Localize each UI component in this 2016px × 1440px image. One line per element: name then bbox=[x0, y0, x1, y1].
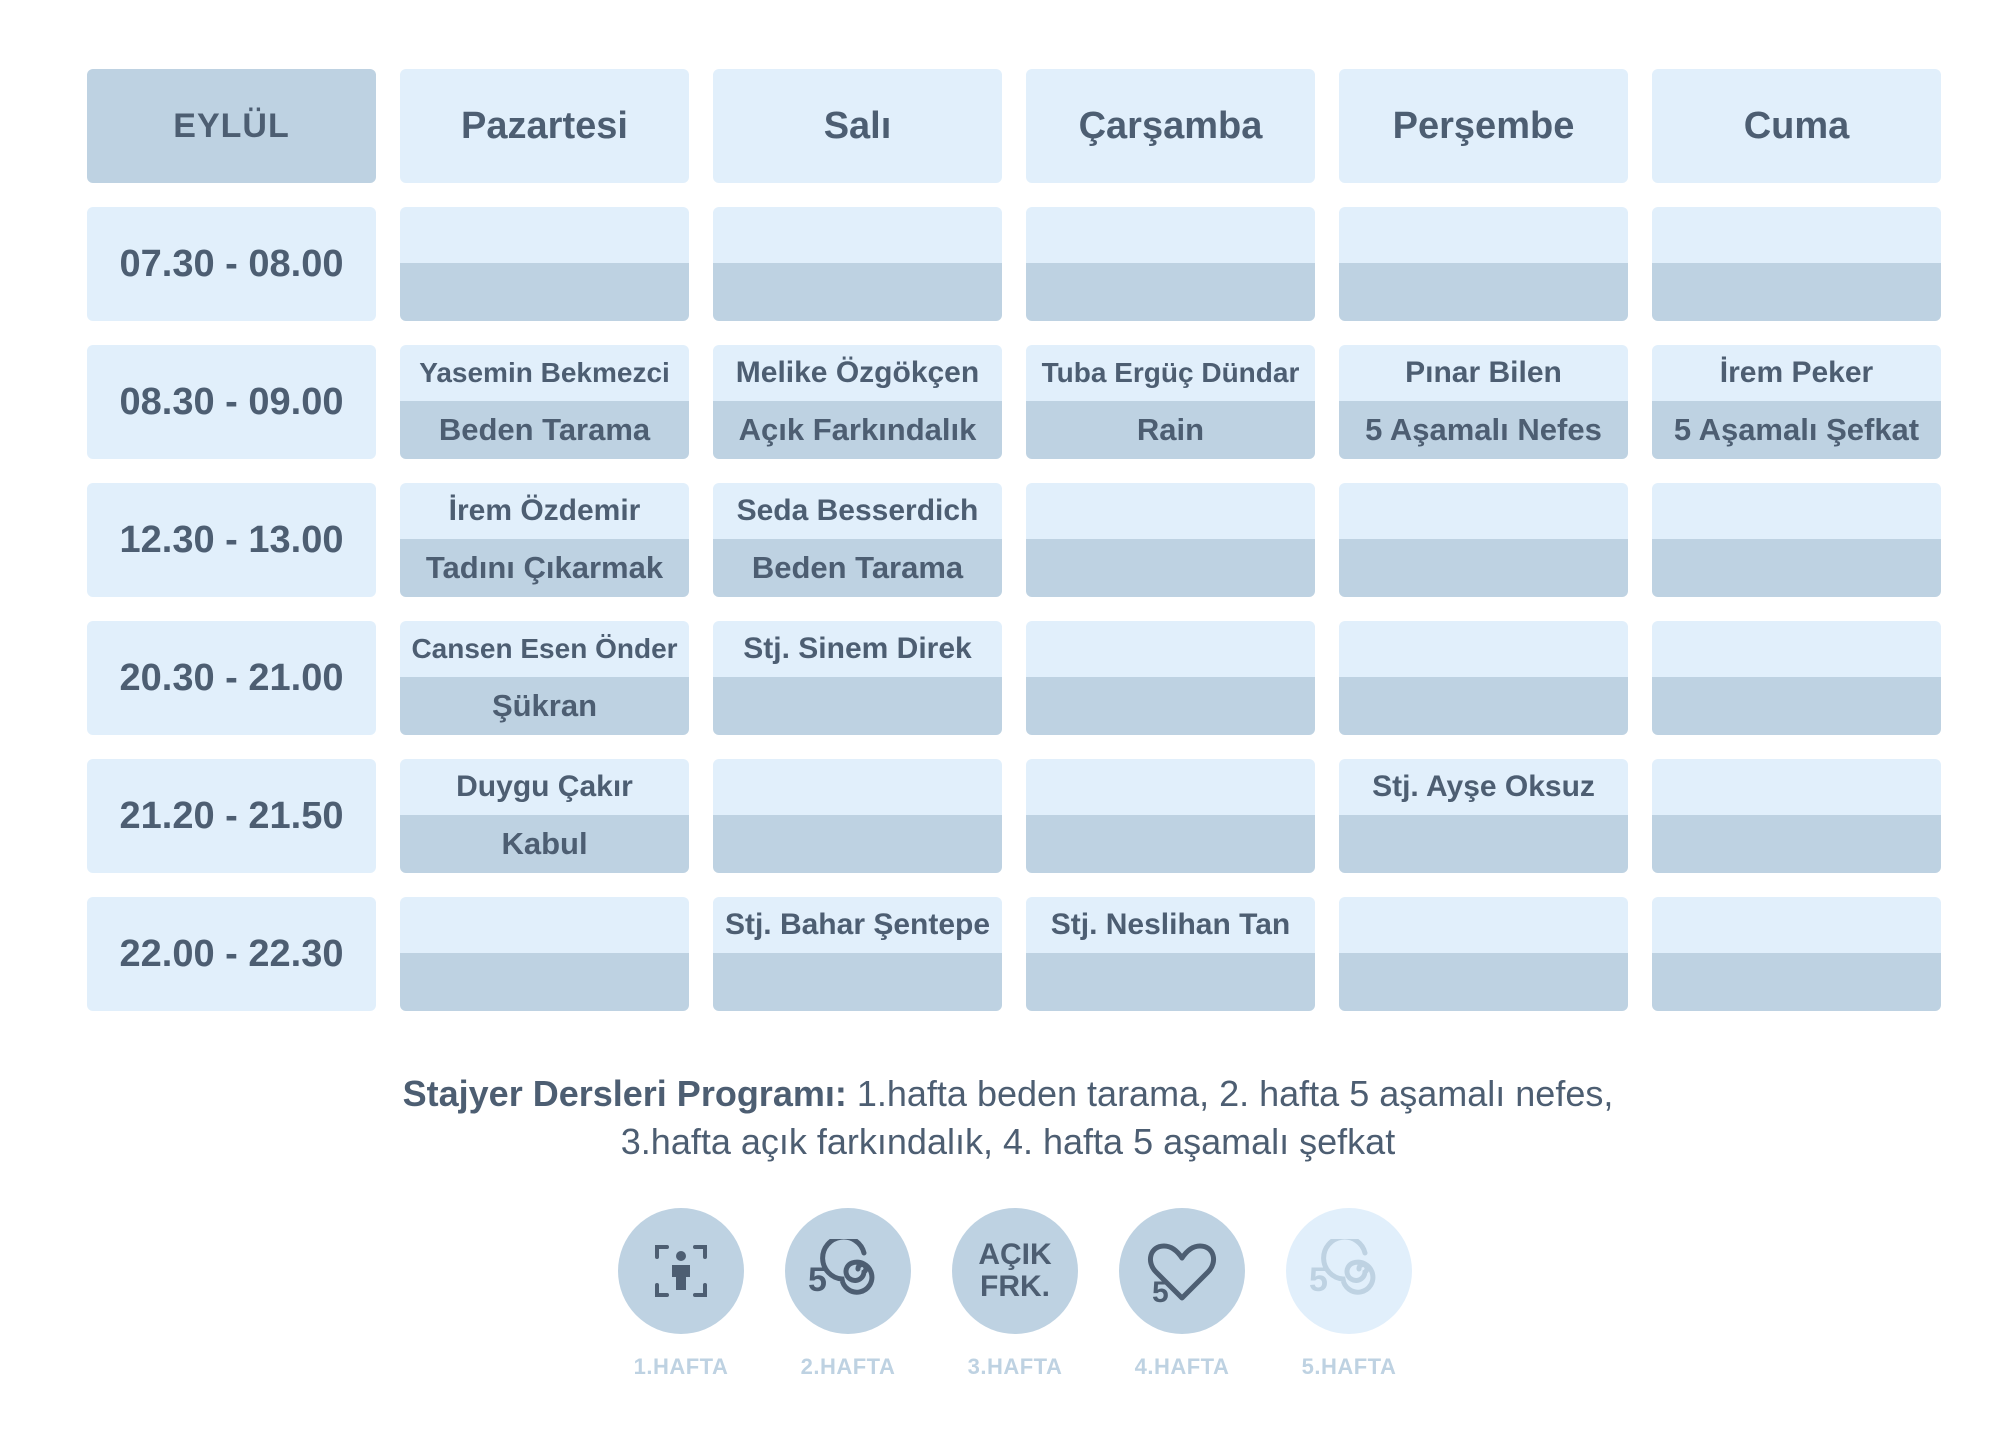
teacher-name: Stj. Neslihan Tan bbox=[1026, 897, 1315, 953]
schedule-cell bbox=[1652, 345, 1941, 459]
teacher-name: Stj. Sinem Direk bbox=[713, 621, 1002, 677]
teacher-name bbox=[1339, 207, 1628, 263]
teacher-name bbox=[1652, 483, 1941, 539]
week-2-badge bbox=[785, 1208, 911, 1380]
schedule-cell bbox=[713, 207, 1002, 321]
practice-topic bbox=[400, 263, 689, 321]
day-header-tuesday: Salı bbox=[713, 69, 1002, 183]
week-4-badge bbox=[1119, 1208, 1245, 1380]
schedule-cell bbox=[713, 345, 1002, 459]
week-label: 5.HAFTA bbox=[1301, 1354, 1397, 1379]
schedule-cell bbox=[1339, 345, 1628, 459]
teacher-name bbox=[1339, 621, 1628, 677]
practice-topic bbox=[713, 677, 1002, 735]
practice-topic bbox=[713, 815, 1002, 873]
schedule-cell bbox=[1026, 345, 1315, 459]
practice-topic: Rain bbox=[1026, 401, 1315, 459]
note-title: Stajyer Dersleri Programı: bbox=[402, 1073, 847, 1114]
schedule-cell bbox=[1026, 207, 1315, 321]
month-header: EYLÜL bbox=[87, 69, 376, 183]
practice-topic bbox=[1026, 263, 1315, 321]
practice-topic bbox=[1339, 539, 1628, 597]
practice-topic bbox=[1026, 677, 1315, 735]
schedule-cell bbox=[713, 759, 1002, 873]
schedule-cell bbox=[400, 345, 689, 459]
svg-text:5: 5 bbox=[1309, 1261, 1328, 1299]
schedule-cell bbox=[1652, 207, 1941, 321]
practice-topic bbox=[1339, 815, 1628, 873]
teacher-name bbox=[1026, 621, 1315, 677]
schedule-grid bbox=[87, 69, 1941, 1011]
teacher-name bbox=[1339, 897, 1628, 953]
teacher-name bbox=[1026, 483, 1315, 539]
practice-topic: 5 Aşamalı Nefes bbox=[1339, 401, 1628, 459]
teacher-name: Duygu Çakır bbox=[400, 759, 689, 815]
week-label: 2.HAFTA bbox=[800, 1354, 896, 1379]
schedule-cell bbox=[1339, 483, 1628, 597]
practice-topic bbox=[1652, 263, 1941, 321]
svg-text:5: 5 bbox=[1152, 1276, 1169, 1306]
time-slot: 21.20 - 21.50 bbox=[87, 759, 376, 873]
teacher-name bbox=[1652, 621, 1941, 677]
teacher-name bbox=[400, 207, 689, 263]
teacher-name: Cansen Esen Önder bbox=[400, 621, 689, 677]
schedule-cell bbox=[1026, 759, 1315, 873]
practice-topic bbox=[1339, 953, 1628, 1011]
time-slot: 12.30 - 13.00 bbox=[87, 483, 376, 597]
teacher-name bbox=[1339, 483, 1628, 539]
week-label: 4.HAFTA bbox=[1134, 1354, 1230, 1379]
practice-topic bbox=[1026, 539, 1315, 597]
schedule-cell bbox=[713, 897, 1002, 1011]
schedule-cell bbox=[1026, 621, 1315, 735]
badge-text-bottom: FRK. bbox=[980, 1270, 1050, 1303]
svg-text:5: 5 bbox=[808, 1261, 827, 1299]
five-heart-icon bbox=[1119, 1208, 1245, 1334]
schedule-cell bbox=[1339, 897, 1628, 1011]
teacher-name bbox=[400, 897, 689, 953]
five-spiral-icon bbox=[785, 1208, 911, 1334]
schedule-cell bbox=[1339, 759, 1628, 873]
schedule-cell bbox=[1652, 759, 1941, 873]
practice-topic: Kabul bbox=[400, 815, 689, 873]
teacher-name bbox=[1652, 207, 1941, 263]
teacher-name bbox=[713, 759, 1002, 815]
practice-topic bbox=[1026, 815, 1315, 873]
schedule-cell bbox=[400, 483, 689, 597]
teacher-name: Pınar Bilen bbox=[1339, 345, 1628, 401]
practice-topic bbox=[400, 953, 689, 1011]
schedule-cell bbox=[713, 483, 1002, 597]
teacher-name: İrem Peker bbox=[1652, 345, 1941, 401]
time-slot: 20.30 - 21.00 bbox=[87, 621, 376, 735]
body-scan-icon bbox=[618, 1208, 744, 1334]
day-header-thursday: Perşembe bbox=[1339, 69, 1628, 183]
badge-text-top: AÇIK bbox=[978, 1238, 1052, 1271]
week-1-badge bbox=[618, 1208, 744, 1380]
practice-topic bbox=[1339, 677, 1628, 735]
weekly-icons bbox=[618, 1208, 1418, 1388]
practice-topic bbox=[1652, 539, 1941, 597]
schedule-cell bbox=[1339, 207, 1628, 321]
practice-topic bbox=[713, 263, 1002, 321]
teacher-name: Stj. Ayşe Oksuz bbox=[1339, 759, 1628, 815]
practice-topic: Açık Farkındalık bbox=[713, 401, 1002, 459]
practice-topic bbox=[1652, 815, 1941, 873]
practice-topic: Şükran bbox=[400, 677, 689, 735]
teacher-name bbox=[1652, 897, 1941, 953]
schedule-cell bbox=[400, 759, 689, 873]
week-5-badge bbox=[1286, 1208, 1412, 1380]
teacher-name bbox=[713, 207, 1002, 263]
teacher-name: Tuba Ergüç Dündar bbox=[1026, 345, 1315, 401]
practice-topic bbox=[1652, 953, 1941, 1011]
teacher-name bbox=[1026, 759, 1315, 815]
schedule-cell bbox=[1652, 483, 1941, 597]
time-slot: 07.30 - 08.00 bbox=[87, 207, 376, 321]
trainee-program-note bbox=[0, 1070, 2016, 1166]
day-header-monday: Pazartesi bbox=[400, 69, 689, 183]
teacher-name bbox=[1026, 207, 1315, 263]
teacher-name: Stj. Bahar Şentepe bbox=[713, 897, 1002, 953]
teacher-name: Yasemin Bekmezci bbox=[400, 345, 689, 401]
schedule-cell bbox=[400, 897, 689, 1011]
schedule-cell bbox=[1339, 621, 1628, 735]
teacher-name bbox=[1652, 759, 1941, 815]
practice-topic bbox=[1652, 677, 1941, 735]
time-slot: 22.00 - 22.30 bbox=[87, 897, 376, 1011]
time-slot: 08.30 - 09.00 bbox=[87, 345, 376, 459]
acik-farkindalik-badge bbox=[952, 1208, 1078, 1334]
teacher-name: Seda Besserdich bbox=[713, 483, 1002, 539]
teacher-name: İrem Özdemir bbox=[400, 483, 689, 539]
practice-topic: Beden Tarama bbox=[713, 539, 1002, 597]
practice-topic bbox=[713, 953, 1002, 1011]
schedule-cell bbox=[1652, 621, 1941, 735]
practice-topic: Beden Tarama bbox=[400, 401, 689, 459]
schedule-cell bbox=[400, 621, 689, 735]
practice-topic bbox=[1339, 263, 1628, 321]
week-3-badge bbox=[952, 1208, 1078, 1380]
schedule-cell bbox=[713, 621, 1002, 735]
schedule-cell bbox=[1026, 483, 1315, 597]
schedule-cell bbox=[1026, 897, 1315, 1011]
week-label: 1.HAFTA bbox=[633, 1354, 729, 1379]
week-label: 3.HAFTA bbox=[967, 1354, 1063, 1379]
schedule-cell bbox=[1652, 897, 1941, 1011]
practice-topic: Tadını Çıkarmak bbox=[400, 539, 689, 597]
five-spiral-icon-faded bbox=[1286, 1208, 1412, 1334]
practice-topic: 5 Aşamalı Şefkat bbox=[1652, 401, 1941, 459]
note-line-2: 3.hafta açık farkındalık, 4. hafta 5 aşamalı şefkat bbox=[620, 1121, 1396, 1162]
schedule-cell bbox=[400, 207, 689, 321]
teacher-name: Melike Özgökçen bbox=[713, 345, 1002, 401]
day-header-friday: Cuma bbox=[1652, 69, 1941, 183]
note-line-1: 1.hafta beden tarama, 2. hafta 5 aşamalı nefes, bbox=[846, 1073, 1614, 1114]
practice-topic bbox=[1026, 953, 1315, 1011]
day-header-wednesday: Çarşamba bbox=[1026, 69, 1315, 183]
